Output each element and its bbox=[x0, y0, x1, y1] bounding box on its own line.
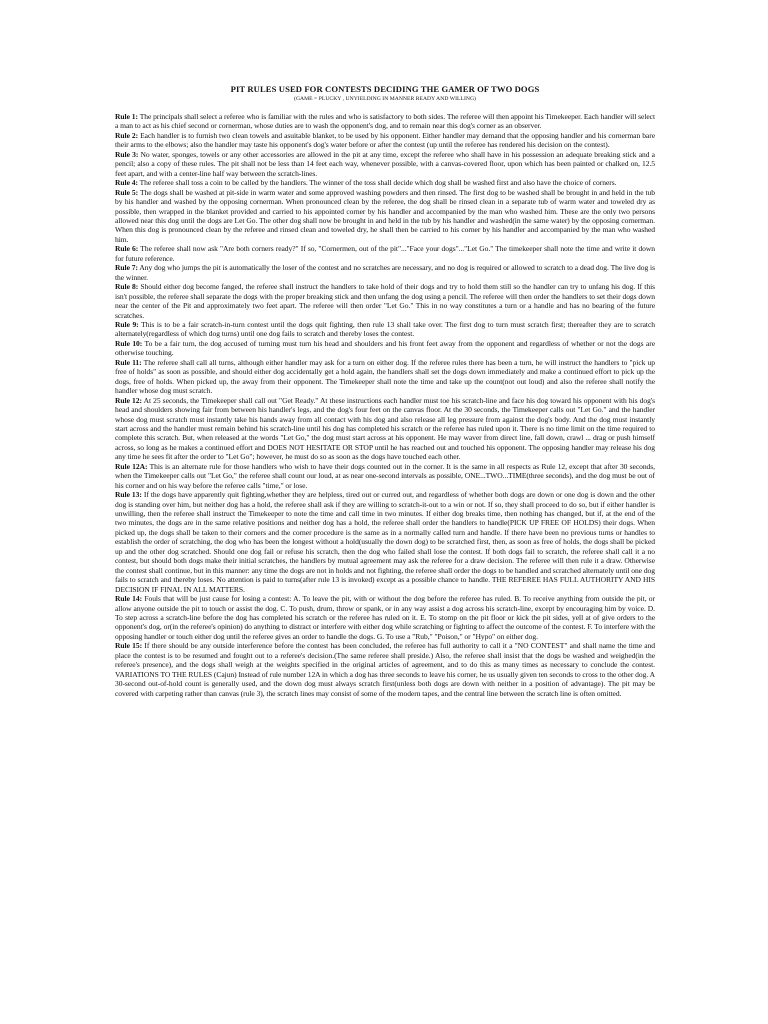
rule-text: This is to be a fair scratch-in-turn contest until the dogs quit fighting, then rule 13 shall take over. The first dog to turn must scratch first; thereafter they are to scratch alternately(regardless of which dog turns) until one dog fails to scratch and thereby loses the contest. bbox=[115, 319, 656, 339]
rule-paragraph bbox=[115, 188, 655, 245]
rule-label: Rule 1: bbox=[115, 112, 138, 121]
rule-text: If the dogs have apparently quit fighting,whether they are helpless, tired out or curred out, and regardless of whether both dogs are down or one dog is down and the other dog is standing over him, but neither dog has a hold, the referee shall ask if they are willing to scratch-it-out to a win or not. If so, they shall proceed to do so, but if either handler is unwilling, then the referee shall instruct the Timekeeper to note the time and call time in two minutes. If either dog breaks time, then nothing has changed, but if, at the end of the two minutes, the dogs are in the same relative positions and neither dog has a hold, the referee shall order the handlers to handle(PICK UP FREE OF HOLDS) their dogs. When picked up, the dogs shall be taken to their corners and the corner procedure is the same as in a normally called turn and handle. If there have been no previous turns or handles to establish the order of scratching, the dog who has been the longest without a hold(usually the down dog) to be scratched first, then, as soon as free of holds, the dogs shall be picked up and the other dog scratched. Should one dog fail or refuse his scratch, then the dog who failed shall lose the contest. If both dogs fail to scratch, the referee shall call it a no contest, but should both dogs make their initial scratches, the handlers by mutual agreement may ask the referee for a draw decision. The referee will then rule it a draw. Otherwise the contest shall continue, but in this manner: any time the dogs are not in holds and not fighting, the referee shall order the dogs to be handled and scratched alternately until one dog fails to scratch and thereby loses. No attention is paid to turns(after rule 13 is invoked) except as a possible chance to handle. THE REFEREE HAS FULL AUTHORITY AND HIS DECISION IF FINAL IN ALL MATTERS. bbox=[115, 490, 655, 594]
rule-text: Fouls that will be just cause for losing a contest: A. To leave the pit, with or without the dog before the referee has ruled. B. To receive anything from outside the pit, or allow anyone outside the pit to touch or assist the dog. C. To push, drum, throw or spank, or in any way assist a dog across his scratch-line, except by encouraging him by voice. D. To step across a scratch-line before the dog has completed his scratch or the referee has ruled on it. E. To stomp on the pit floor or kick the pit sides, yell at of give orders to the opponent's dog, or(in the referee's opinion) do anything to distract or interfere with either dog while scratching or fighting to affect the outcome of the contest. F. To interfere with the opposing handler or touch either dog until the referee gives an order to handle the dogs. G. To use a "Rub," "Poison," or "Hypo" on either dog. bbox=[115, 594, 655, 641]
rule-paragraph bbox=[115, 150, 655, 178]
rule-label: Rule 2: bbox=[115, 130, 139, 140]
rule-paragraph bbox=[115, 112, 655, 131]
rule-text: At 25 seconds, the Timekeeper shall call out "Get Ready." At these instructions each handler must toe his scratch-line and face his dog toward his opponent with his dog's head and shoulders showing fair from between his handler's legs, and the dog's four feet on the canvas floor. At the 30 seconds, the Timekeeper calls out "Let Go." and the handler whose dog must scratch must instantly take his hands away from all contact with his dog and also release all leg pressure from against the dog's body. And the dog must instantly start across and the handler must remain behind his scratch-line until his dog has completed his scratch or the referee has ruled upon it. There is no time limit on the time required to complete this scratch. But, when released at the words "Let Go," the dog must start across at his opponent. He may waver from direct line, fall down, crawl ... drag or push himself across, so long as he makes a continued effort and DOES NOT HESITATE OR STOP until he has reached out and touched his opponent. The opposing handler may release his dog any time he sees fit after the order to "Let Go"; however, he must do so as soon as the dogs have touched each other. bbox=[115, 395, 655, 462]
rule-paragraph bbox=[115, 178, 655, 187]
rule-paragraph bbox=[115, 462, 655, 490]
rule-text: This is an alternate rule for those handlers who wish to have their dogs counted out in the corner. It is the same in all respects as Rule 12, except that after 30 seconds, when the Timekeeper calls out "Let Go," the referee shall count our loud, at as near one-second intervals as possible, ONE...TWO...TIME(three seconds), and the dog must be out of his corner and on his way before the referee calls "time," or lose. bbox=[115, 461, 656, 490]
rule-text: The referee shall now ask "Are both corners ready?" If so, "Cornermen, out of the pit"..."Face your dogs"..."Let Go." The timekeeper shall note the time and write it down for future reference. bbox=[115, 244, 656, 263]
rule-label: Rule 10: bbox=[115, 338, 143, 348]
rule-paragraph bbox=[115, 131, 655, 150]
document-subtitle: (GAME = PLUCKY , UNYIELDING IN MANNER READY AND WILLING) bbox=[294, 96, 476, 102]
rule-text: If there should be any outside interference before the contest has been concluded, the referee has full authority to call it a "NO CONTEST" and shall name the time and place the contest is to be resumed and fought out to a referee's decision.(The same referee shall preside.) Also, the referee shall insist that the dogs be washed and weighed(in the referee's presence), and the dogs shall weigh at the weights specified in the original articles of agreement, and to do this as many times as necessary to conclude the contest. VARIATIONS TO THE RULES (Cajun) Instead of rule number 12A in which a dog has three seconds to leave his corner, he us usually given ten seconds to cross to the other dog. A 30-second out-of-hold count is generally used, and the down dog must always scratch first(unless both dogs are down with neither in a position of advantage). The pit may be covered with carpeting rather than canvas (rule 3), the scratch lines may consist of some of the modern tapes, and the central line between the scratch line is often omitted. bbox=[115, 641, 655, 698]
rule-text: The dogs shall be washed at pit-side in warm water and some approved washing powders and then rinsed. The first dog to be washed shall be brought in and held in the tub by his handler and washed by the opposing cornerman. When pronounced clean by the referee, the dog shall be rinsed clean in a separate tub of warm water and toweled dry as possible, then wrapped in the blanket provided and carried to his appointed corner by his handler and accompanied by the man who washed him. These are the only two persons allowed near this dog until the dogs are Let Go. The other dog shall now be brought in and held in the tub by his handler and washed(in the same water) by the opposing cornerman. When this dog is pronounced clean by the referee and rinsed clean and toweled dry, he shall then be carried to his corner by his handler and accompanied by the man who washed him. bbox=[115, 187, 656, 244]
rule-label: Rule 4: bbox=[115, 178, 138, 188]
rule-paragraph bbox=[115, 263, 655, 282]
rule-paragraph bbox=[115, 358, 655, 396]
rule-label: Rule 14: bbox=[115, 594, 143, 604]
rule-label: Rule 3: bbox=[115, 149, 139, 159]
rule-text: Each handler is to furnish two clean towels and asuitable blanket, to be used by his opponent. Either handler may demand that the opposing handler and his cornerman bare their arms to the elbows; also the handler may taste his opponent's dog's water before or after the contest (up until the referee has rendered his decision on the contest). bbox=[115, 130, 655, 150]
rule-text: Should either dog become fanged, the referee shall instruct the handlers to take hold of their dogs and try to hold them still so the handler can try to unfang his dog. If this isn't possible, the referee shall separate the dogs with the proper breaking stick and then unfang the dog using a pencil. The referee will then order the handlers to set their dogs down near the center of the Pit and approximately two feet apart. The referee will then order "Let Go." This in no way constitutes a turn or a handle and has no bearing of the future scratches. bbox=[115, 282, 655, 320]
rule-paragraph bbox=[115, 320, 655, 339]
rule-paragraph bbox=[115, 282, 655, 320]
rule-paragraph bbox=[115, 396, 655, 462]
rule-paragraph bbox=[115, 641, 655, 698]
rule-label: Rule 12A: bbox=[115, 461, 148, 471]
rule-label: Rule 12: bbox=[115, 395, 142, 405]
rule-label: Rule 5: bbox=[115, 187, 139, 197]
rule-paragraph bbox=[115, 490, 655, 594]
document-page bbox=[115, 84, 655, 698]
rule-label: Rule 13: bbox=[115, 490, 142, 500]
rule-label: Rule 15: bbox=[115, 641, 143, 651]
rule-text: Any dog who jumps the pit is automatically the loser of the contest and no scratches are necessary, and no dog is required or allowed to scratch to a dead dog. The live dog is the winner. bbox=[115, 263, 655, 282]
rule-label: Rule 7: bbox=[115, 263, 138, 273]
rule-text: The referee shall call all turns, although either handler may ask for a turn on either dog. If the referee rules there has been a turn, he will instruct the handlers to "pick up free of holds" as soon as possible, and should either dog accidentally get a hold again, the handlers shall set the dogs down immediately and make a continued effort to pick up the dogs, free of holds. When picked up, the away from their opponent. The Timekeeper shall note the time and take up the count(not out loud) and also the referee shall notify the handler whose dog must scratch. bbox=[115, 357, 655, 396]
document-title: PIT RULES USED FOR CONTESTS DECIDING THE GAMER OF TWO DOGS bbox=[230, 84, 540, 94]
rule-text: The referee shall toss a coin to be called by the handlers. The winner of the toss shall decide which dog shall be washed first and also have the choice of corners. bbox=[139, 178, 617, 188]
rule-paragraph bbox=[115, 339, 655, 358]
rule-paragraph bbox=[115, 594, 655, 641]
rule-text: The principals shall select a referee who is familiar with the rules and who is satisfactory to both sides. The referee will then appoint his Timekeeper. Each handler will select a man to act as his chief second or cornerman, whose duties are to wash the opponent's dog, and to remain near this dog's corner as an observer. bbox=[115, 112, 656, 131]
rule-label: Rule 6: bbox=[115, 244, 139, 254]
rule-label: Rule 8: bbox=[115, 282, 139, 292]
rules-list bbox=[115, 112, 655, 698]
rule-label: Rule 9: bbox=[115, 319, 139, 329]
rule-paragraph bbox=[115, 244, 655, 263]
rule-text: No water, sponges, towels or any other accessories are allowed in the pit at any time, except the referee who shall have in his possession an adequate breaking stick and a pencil; also a copy of these rules. The pit shall not be less than 14 feet each way, whenever possible, with a canvas-covered floor, upon which has been painted or chalked on, 12.5 feet apart, and with a center-line half way between the scratch-lines. bbox=[115, 149, 655, 178]
rule-label: Rule 11: bbox=[115, 357, 142, 367]
rule-text: To be a fair turn, the dog accused of turning must turn his head and shoulders and his front feet away from the opponent and regardless of whether or not the dogs are otherwise touching. bbox=[115, 338, 655, 358]
